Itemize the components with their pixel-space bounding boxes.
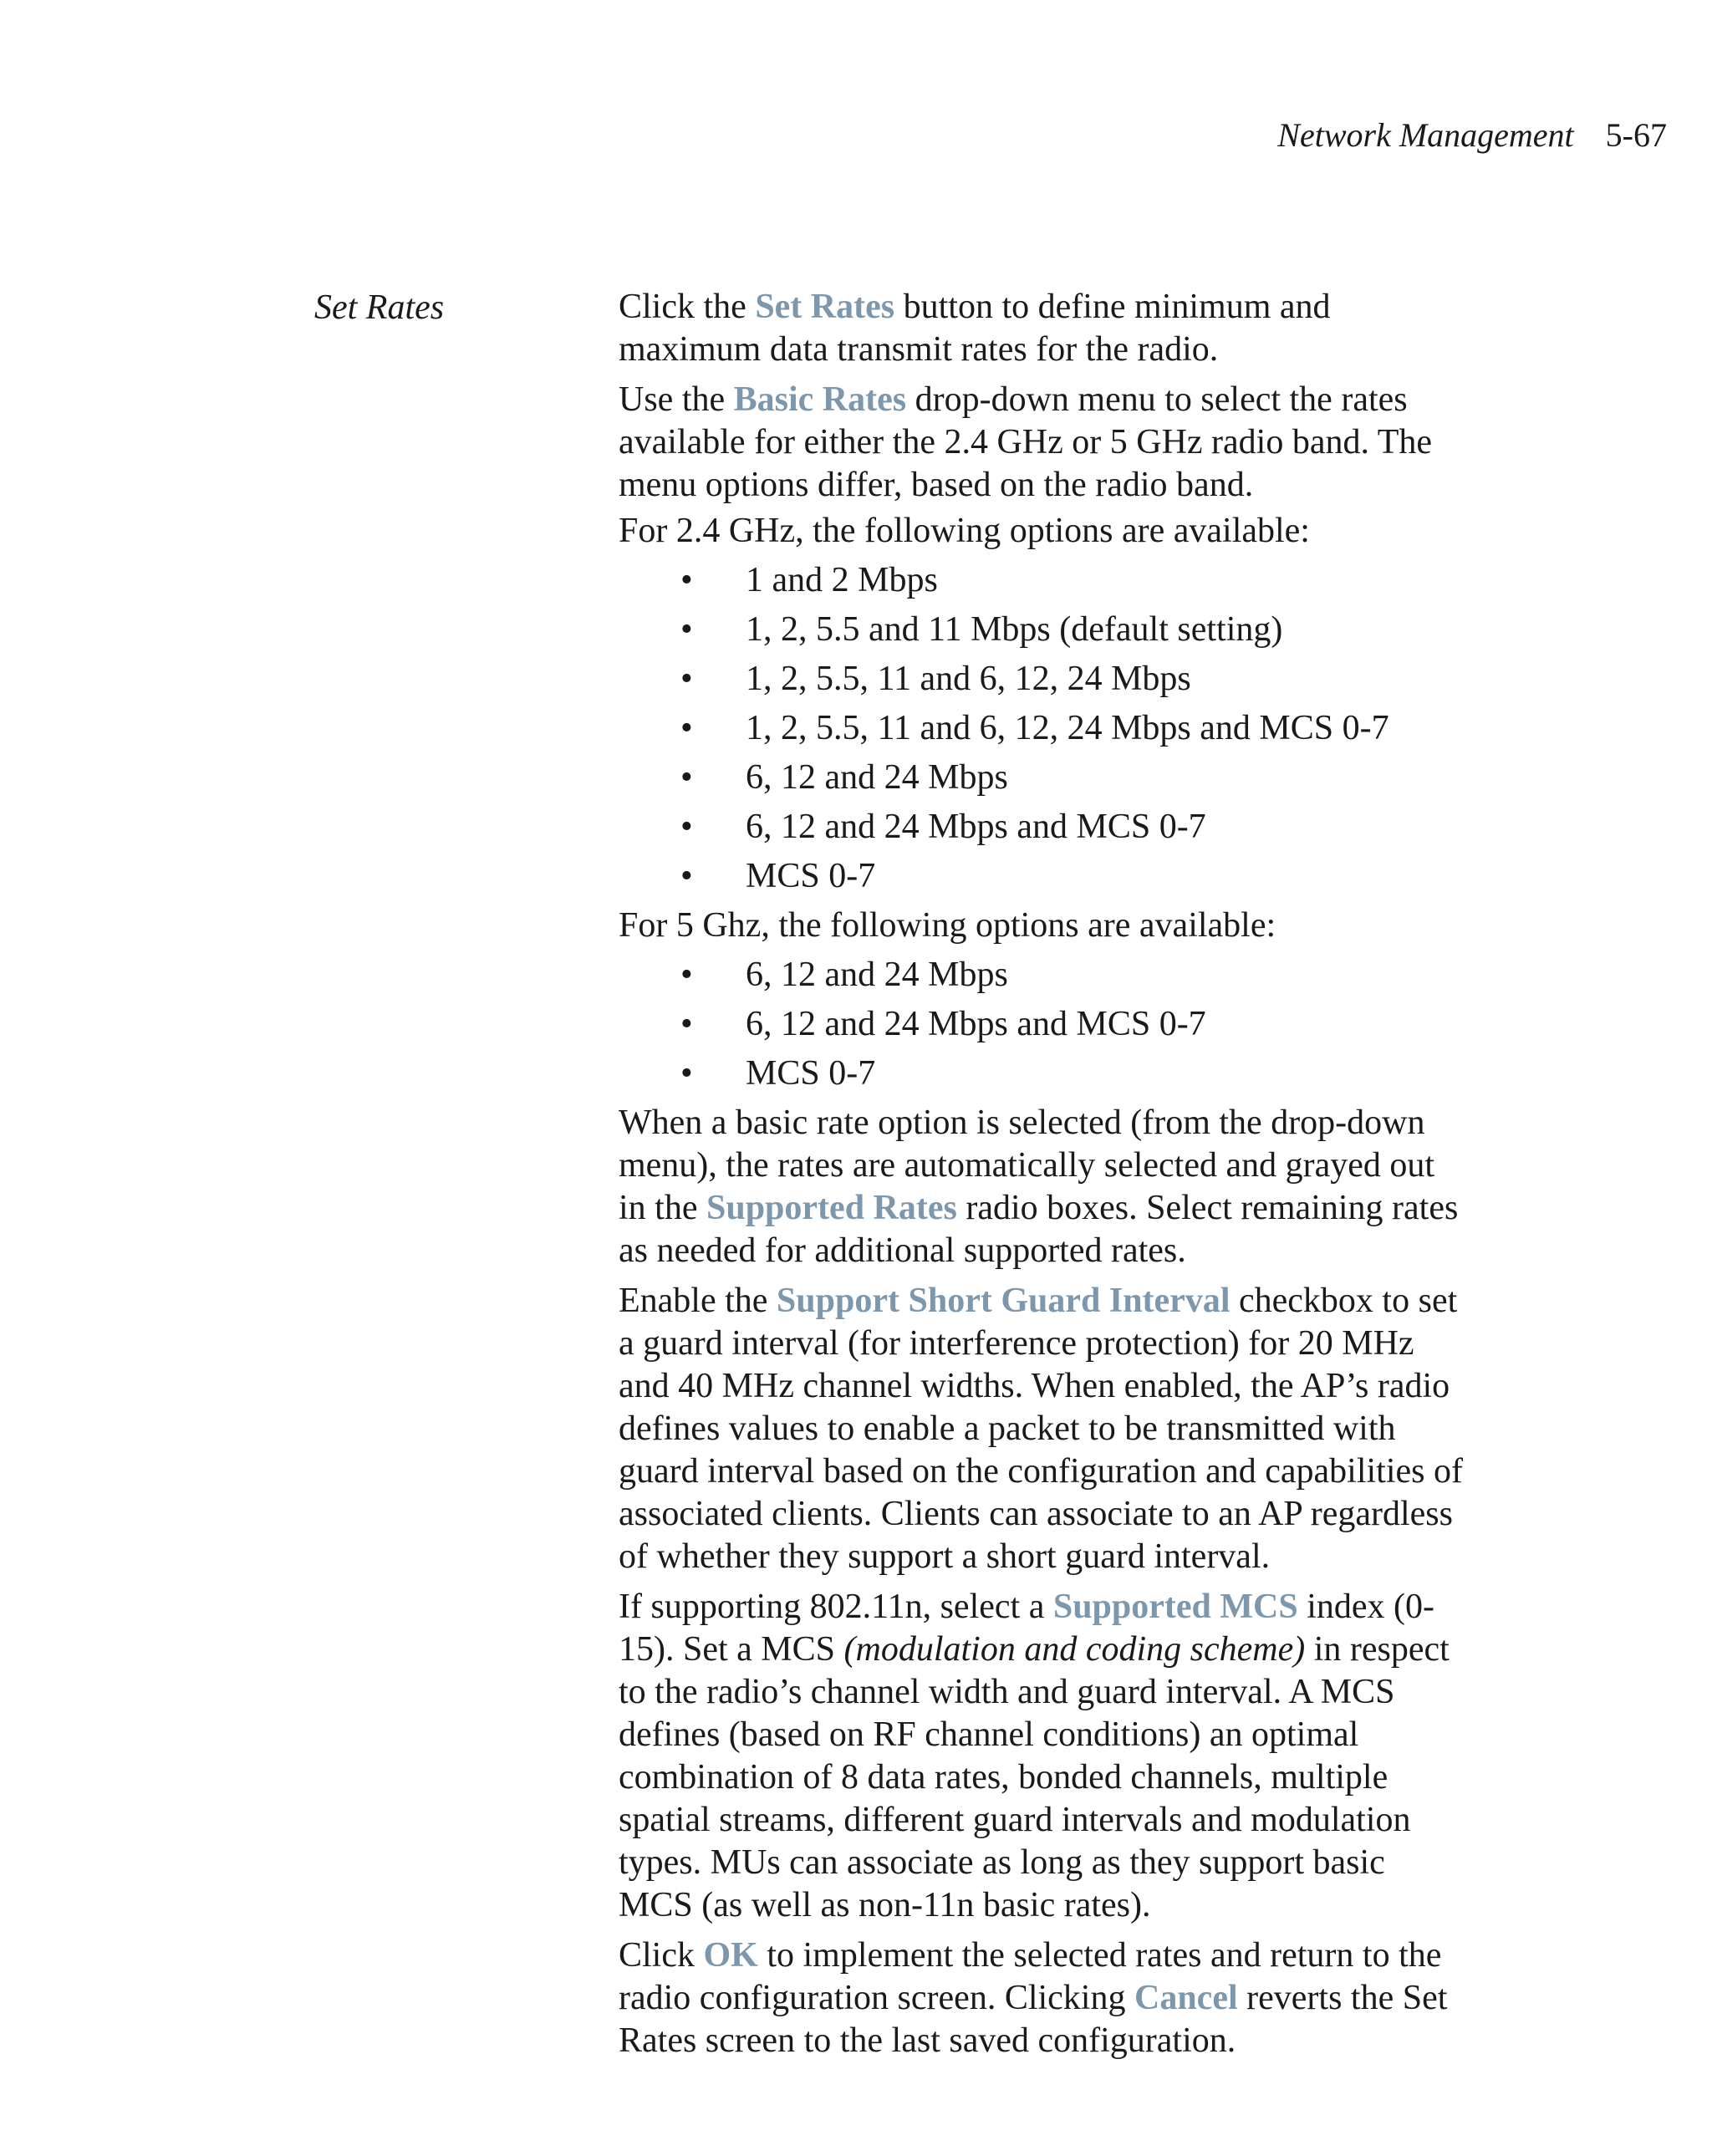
guard-interval-paragraph: Enable the Support Short Guard Interval checkbox to set a guard interval (for interference protection) for 20 MHz and 40 MHz channel widths. When enabled, the AP’s radio defines values to enable a packet to be transmitted with guard interval based on the configuration and capabilities of associated clients. Clients can associate to an AP regardless of whether they support a short guard interval. xyxy=(619,1282,1463,1576)
list-item: • 1, 2, 5.5 and 11 Mbps (default setting) xyxy=(619,605,1463,655)
supported-rates-term: Supported Rates xyxy=(706,1189,957,1227)
bullet-icon: • xyxy=(680,1054,693,1093)
running-header xyxy=(1277,114,1667,157)
mcs-paragraph: If supporting 802.11n, select a Supported MCS index (0-15). Set a MCS (modulation and coding scheme) in respect to the radio’s channel width and guard interval. A MCS defines (based on RF channel conditions) an optimal combination of 8 data rates, bonded channels, multiple spatial streams, different guard intervals and modulation types. MUs can associate as long as they support basic MCS (as well as non-11n basic rates). xyxy=(619,1588,1450,1924)
list-item: • 6, 12 and 24 Mbps and MCS 0-7 xyxy=(619,1000,1463,1049)
list-item: • 1 and 2 Mbps xyxy=(619,556,1463,605)
list-item: • 6, 12 and 24 Mbps and MCS 0-7 xyxy=(619,803,1463,852)
list-item: • 6, 12 and 24 Mbps xyxy=(619,951,1463,1000)
set-rates-term: Set Rates xyxy=(755,288,895,326)
ghz24-heading: For 2.4 GHz, the following options are available: xyxy=(619,512,1310,550)
bullet-icon: • xyxy=(680,857,693,895)
section-title: Network Management xyxy=(1277,116,1574,154)
bullet-icon: • xyxy=(680,660,693,698)
supported-rates-paragraph: When a basic rate option is selected (from the drop-down menu), the rates are automatically selected and grayed out in the Supported Rates radio boxes. Select remaining rates as needed for additional supported rates. xyxy=(619,1103,1459,1270)
side-heading: Set Rates xyxy=(314,288,445,327)
intro-paragraph: Click the Set Rates button to define minimum and maximum data transmit rates for the radio. xyxy=(619,288,1331,369)
list-item: • 1, 2, 5.5, 11 and 6, 12, 24 Mbps xyxy=(619,655,1463,704)
supported-mcs-term: Supported MCS xyxy=(1052,1588,1298,1626)
bullet-icon: • xyxy=(680,561,693,599)
bullet-icon: • xyxy=(680,610,693,649)
body-text xyxy=(619,286,1463,2070)
ghz24-option-list xyxy=(619,556,1463,901)
ok-cancel-paragraph: Click OK to implement the selected rates and return to the radio configuration screen. Clicking Cancel reverts the Set Rates screen to the last saved configuration. xyxy=(619,1936,1448,2060)
list-item: • 6, 12 and 24 Mbps xyxy=(619,753,1463,803)
basic-rates-term: Basic Rates xyxy=(733,380,907,419)
bullet-icon: • xyxy=(680,758,693,797)
mcs-definition: (modulation and coding scheme) xyxy=(843,1630,1306,1669)
list-item: • MCS 0-7 xyxy=(619,1049,1463,1098)
bullet-icon: • xyxy=(680,956,693,994)
bullet-icon: • xyxy=(680,808,693,846)
list-item: • 1, 2, 5.5, 11 and 6, 12, 24 Mbps and MCS 0-7 xyxy=(619,704,1463,753)
ok-term: OK xyxy=(703,1936,758,1975)
basic-rates-paragraph: Use the Basic Rates drop-down menu to select the rates available for either the 2.4 GHz or 5 GHz radio band. The menu options differ, based on the radio band. xyxy=(619,380,1433,504)
list-item: • MCS 0-7 xyxy=(619,852,1463,901)
ghz5-option-list xyxy=(619,951,1463,1098)
page-number: 5-67 xyxy=(1605,116,1667,154)
ghz5-heading: For 5 Ghz, the following options are available: xyxy=(619,906,1276,945)
guard-interval-term: Support Short Guard Interval xyxy=(776,1282,1230,1320)
bullet-icon: • xyxy=(680,1005,693,1043)
cancel-term: Cancel xyxy=(1134,1979,1238,2017)
bullet-icon: • xyxy=(680,709,693,747)
